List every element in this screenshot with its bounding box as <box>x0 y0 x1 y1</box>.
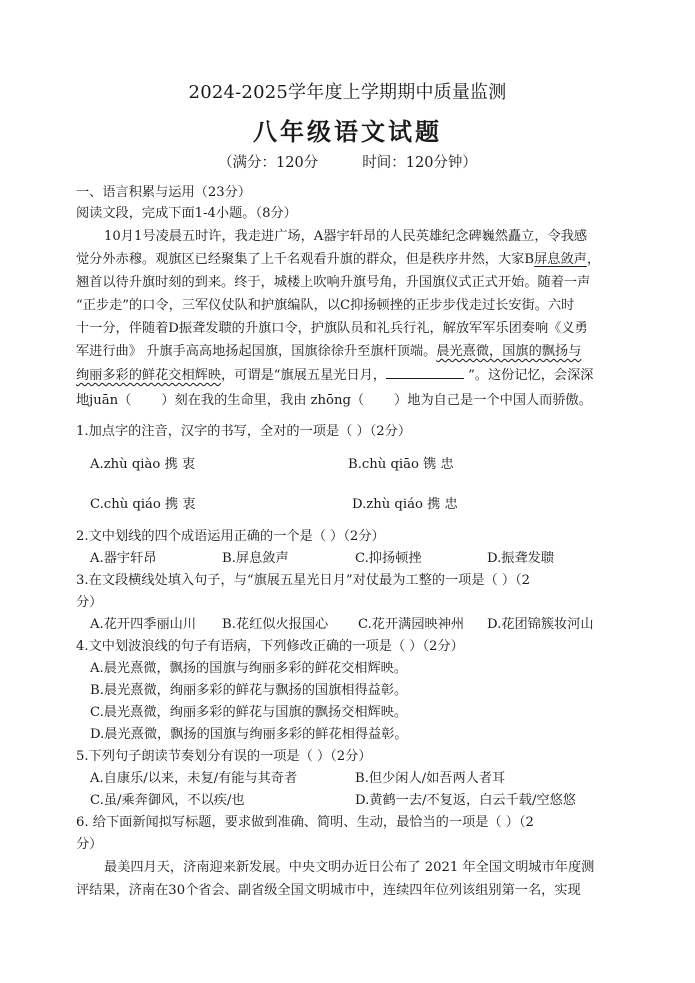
passage-line <box>76 392 592 410</box>
passage-line: 10月1号凌晨五时许，我走进广场，A器宇轩昂的人民英雄纪念碑巍然矗立，令我感 <box>104 229 588 244</box>
question-stem: 3.在文段横线处填入句子，与“旗展五星光日月”对仗最为工整的一项是（ ）（2 <box>76 573 531 588</box>
option-d[interactable]: D.黄鹤一去/不复返，白云千载/空悠悠 <box>355 793 576 808</box>
passage-text: ）地为自己是一个中国人而骄傲。 <box>394 393 592 408</box>
news-paragraph: 最美四月天，济南迎来新发展。中央文明办近日公布了 2021 年全国文明城市年度测 <box>104 860 595 875</box>
exam-title: 2024-2025学年度上学期期中质量监测 <box>188 82 507 103</box>
option-b[interactable]: B.花红似火报国心 <box>222 617 329 632</box>
passage-text: 军进行曲》 升旗手高高地扬起国旗，国旗徐徐升至旗杆顶端。 <box>76 344 437 359</box>
passage-line <box>76 343 581 361</box>
option-b[interactable]: B.chù qiāo 镌 忠 <box>348 457 454 472</box>
option-b[interactable]: B.但少闲人/如吾两人者耳 <box>355 771 506 786</box>
section-instruction: 阅读文段，完成下面1-4小题。（8分） <box>76 206 297 221</box>
question-stem: 6. 给下面新闻拟写标题，要求做到准确、简明、生动，最恰当的一项是（ ）（2 <box>76 815 534 830</box>
option-d[interactable]: D.花团锦簇妆河山 <box>487 617 594 632</box>
question-stem-cont: 分） <box>76 595 103 610</box>
fill-blank[interactable] <box>386 366 464 379</box>
option-a[interactable]: A.zhù qiào 携 衷 <box>90 457 196 472</box>
passage-text: 地juān（ <box>76 393 132 408</box>
option-c[interactable]: C.晨光熹微，绚丽多彩的鲜花与国旗的飘扬交相辉映。 <box>90 705 408 720</box>
exam-subtitle: 八年级语文试题 <box>253 118 442 146</box>
passage-line: 十一分，伴随着D振聋发聩的升旗口令，护旗队员和礼兵行礼，解放军军乐团奏响《义勇 <box>76 321 588 336</box>
exam-time: 时间：120分钟） <box>362 155 477 171</box>
option-a[interactable]: A.自康乐/以来，未复/有能与其奇者 <box>90 771 298 786</box>
option-a[interactable]: A.器宇轩昂 <box>90 551 157 566</box>
option-d[interactable]: D.晨光熹微，飘扬的国旗与绚丽多彩的鲜花相得益彰。 <box>90 727 408 742</box>
underlined-idiom: 屏息敛声 <box>534 252 587 267</box>
passage-text: ，可谓是“旗展五星光日月， <box>221 368 387 383</box>
question-stem: 2.文中划线的四个成语运用正确的一个是（ ）（2分） <box>76 529 385 544</box>
option-b[interactable]: B.屏息敛声 <box>222 551 289 566</box>
wavy-sentence: 绚丽多彩的鲜花交相辉映 <box>76 368 222 383</box>
passage-text: ， <box>586 252 601 267</box>
passage-line: “正步走”的口令，三军仪仗队和护旗编队，以C抑扬顿挫的正步步伐走过长安街。六时 <box>76 298 575 313</box>
passage-line <box>76 251 600 269</box>
section-heading: 一、语言积累与运用（23分） <box>76 185 252 200</box>
question-stem: 4.文中划波浪线的句子有语病，下列修改正确的一项是（ ）（2分） <box>76 639 464 654</box>
passage-text: ）刻在我的生命里，我由 zhōng（ <box>161 393 365 408</box>
option-c[interactable]: C.花开满园映神州 <box>358 617 465 632</box>
option-c[interactable]: C.chù qiáo 携 衷 <box>90 497 196 512</box>
option-d[interactable]: D.zhù qiáo 携 忠 <box>352 497 458 512</box>
question-stem-cont: 分） <box>76 837 103 852</box>
passage-line <box>76 366 594 385</box>
question-stem: 5.下列句子朗读节奏划分有误的一项是（ ）（2分） <box>76 749 372 764</box>
exam-meta <box>0 151 695 172</box>
news-paragraph: 评结果，济南在30个省会、副省级全国文明城市中，连续四年位列该组别第一名，实现 <box>76 883 581 898</box>
passage-text: ”。这份记忆，会深深 <box>468 368 594 383</box>
option-d[interactable]: D.振聋发聩 <box>487 551 555 566</box>
option-c[interactable]: C.虽/乘奔御风，不以疾/也 <box>90 793 245 808</box>
question-stem: 1.加点字的注音，汉字的书写，全对的一项是（ ）（2分） <box>76 424 412 439</box>
option-b[interactable]: B.晨光熹微，绚丽多彩的鲜花与飘扬的国旗相得益彰。 <box>90 683 408 698</box>
wavy-sentence: 晨光熹微，国旗的飘扬与 <box>436 344 582 359</box>
full-score: （满分：120分 <box>218 155 319 171</box>
option-a[interactable]: A.晨光熹微，飘扬的国旗与绚丽多彩的鲜花交相辉映。 <box>90 661 408 676</box>
option-a[interactable]: A.花开四季丽山川 <box>90 617 197 632</box>
passage-line: 翘首以待升旗时刻的到来。终于，城楼上吹响升旗号角，升国旗仪式正式开始。随着一声 <box>76 275 591 290</box>
option-c[interactable]: C.抑扬顿挫 <box>355 551 422 566</box>
passage-text: 觉分外赤穆。观旗区已经聚集了上千名观看升旗的群众，但是秩序井然，大家B <box>76 252 535 267</box>
